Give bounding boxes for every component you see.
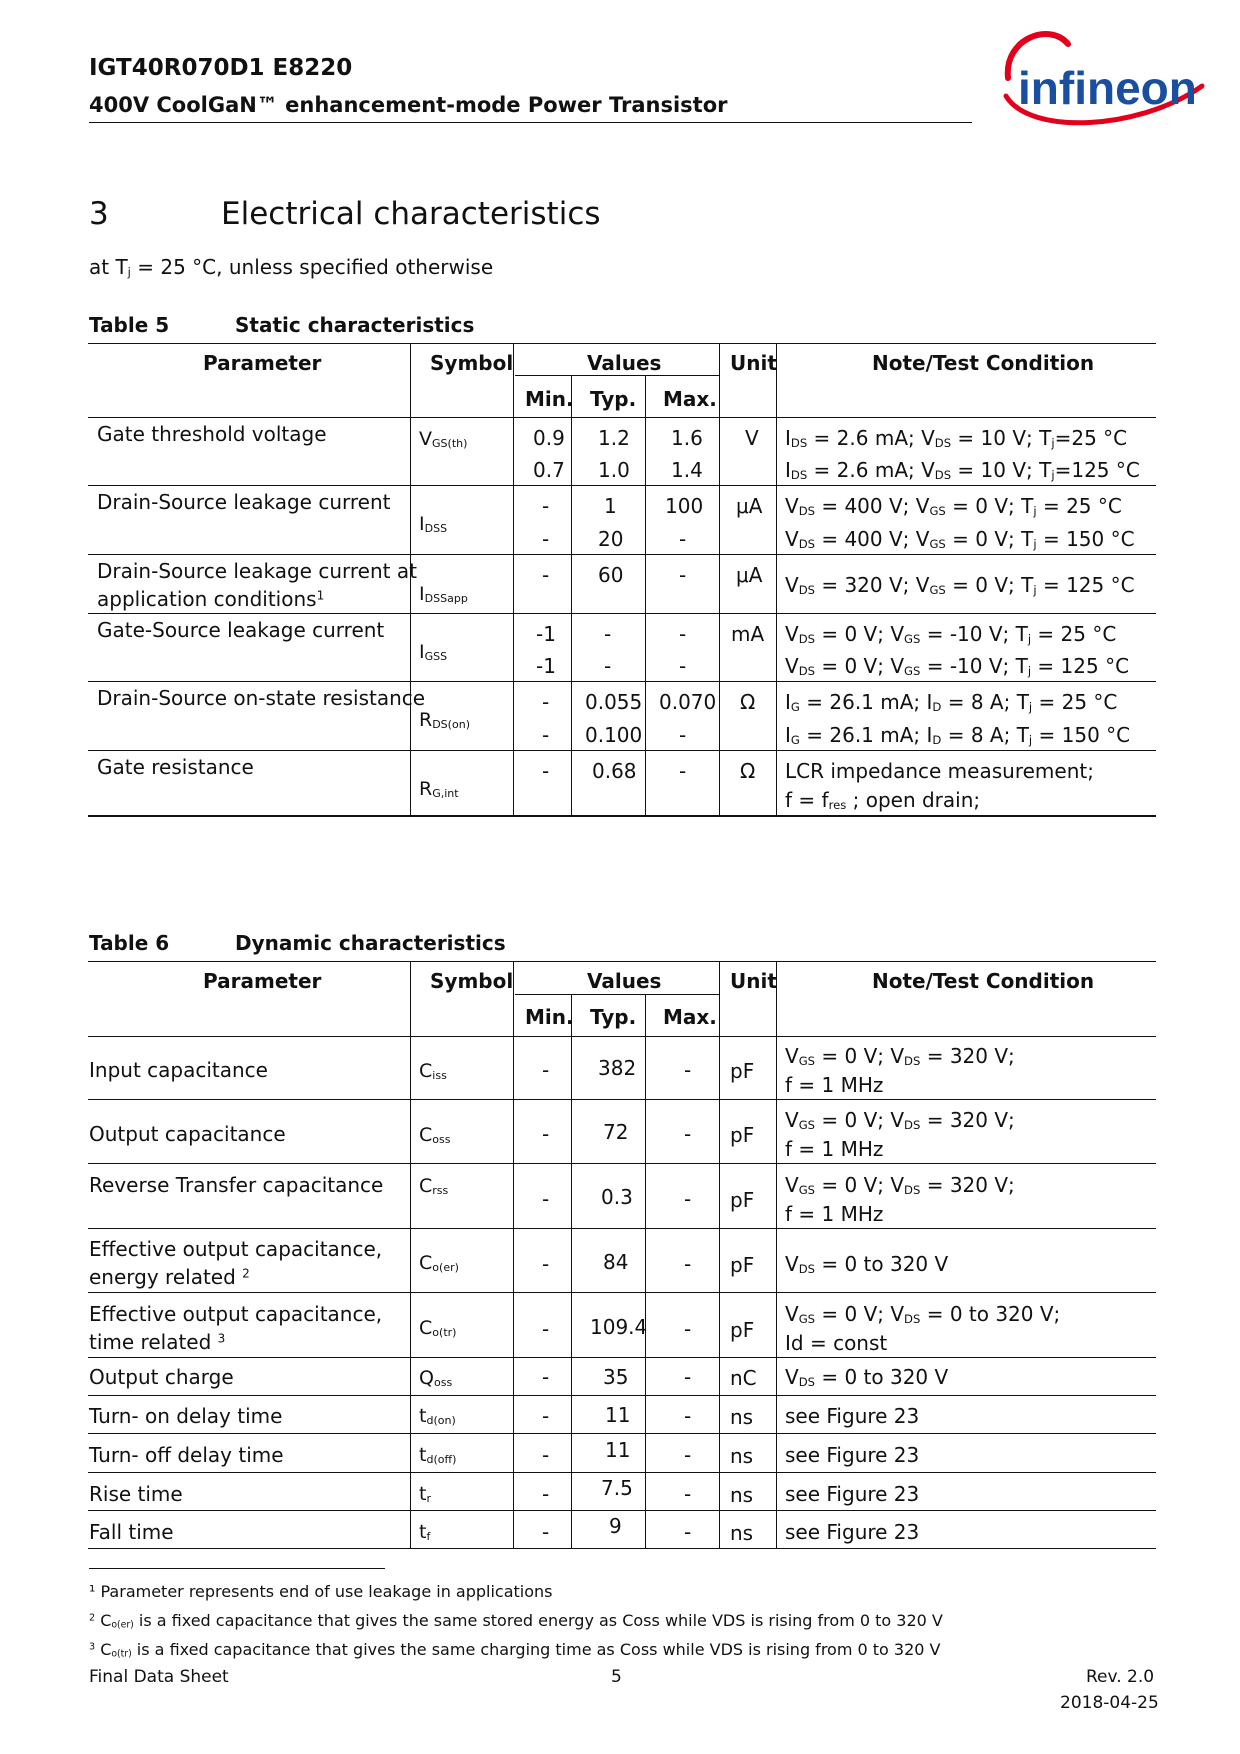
table6-min: - <box>542 1058 550 1082</box>
table5-condition: $I_G = 26.1$ mA; $I_D = 8$ A; $T_j = 25$ °C <box>785 690 1118 715</box>
table5-col-rule <box>719 343 720 816</box>
table6-typ: 109.4 <box>590 1315 648 1339</box>
table6-symbol: $C_{oss}$ <box>419 1124 451 1146</box>
table5-unit: V <box>745 426 759 450</box>
table6-min: - <box>542 1122 550 1146</box>
table6-header-values: Values <box>587 969 662 993</box>
section-number: 3 <box>89 196 109 232</box>
table5-col-rule <box>776 343 777 816</box>
table5-condition: LCR impedance measurement; <box>785 759 1094 783</box>
table6-row-rule <box>88 1228 1156 1229</box>
table6-typ: 11 <box>605 1403 631 1427</box>
table6-col-rule <box>719 961 720 1549</box>
table6-header-typ: Typ. <box>590 1005 637 1029</box>
table5-typ: - <box>604 654 612 678</box>
table6-typ: 7.5 <box>601 1476 633 1500</box>
table6-row-rule <box>88 1163 1156 1164</box>
table6-symbol: $C_{o(tr)}$ <box>419 1317 457 1339</box>
table6-max: - <box>684 1317 692 1341</box>
table6-col-rule <box>645 994 646 1549</box>
table6-typ: 72 <box>603 1120 629 1144</box>
table6-max: - <box>684 1520 692 1544</box>
table5-typ: 1 <box>604 494 617 518</box>
table5-header-max: Max. <box>663 387 717 411</box>
table6-parameter: Output capacitance <box>89 1122 286 1146</box>
table5-header-min: Min. <box>525 387 574 411</box>
table5-parameter: application conditions$^1$ <box>97 587 325 611</box>
table6-row-rule <box>88 1472 1156 1473</box>
table5-symbol: $R_{DS(on)}$ <box>419 709 470 731</box>
table5-min: -1 <box>536 622 556 646</box>
table6-header-rule <box>88 1036 1156 1037</box>
table6-symbol: $C_{rss}$ <box>419 1175 449 1197</box>
table6-condition: $V_{GS} = 0$ V; $V_{DS} = 320$ V; <box>785 1173 1015 1198</box>
table5-typ: 60 <box>598 563 624 587</box>
table6-parameter: Rise time <box>89 1482 183 1506</box>
table5-symbol: $I_{DSS}$ <box>419 513 448 535</box>
table5-label: Table 5 <box>89 313 170 337</box>
table5-min: 0.9 <box>533 426 565 450</box>
table6-unit: ns <box>730 1444 754 1468</box>
table6-col-rule <box>571 994 572 1549</box>
table5-condition: $I_{DS} = 2.6$ mA; $V_{DS} = 10$ V; $T_j=25$ °C <box>785 426 1128 451</box>
table5-header-typ: Typ. <box>590 387 637 411</box>
table6-typ: 35 <box>603 1365 629 1389</box>
table6-row-rule <box>88 1433 1156 1434</box>
table5-max: 0.070 <box>659 690 717 714</box>
table6-typ: 84 <box>603 1250 629 1274</box>
table5-condition: $V_{DS} = 400$ V; $V_{GS} = 0$ V; $T_j = 25$ °C <box>785 494 1122 519</box>
table5-min: -1 <box>536 654 556 678</box>
table6-min: - <box>542 1520 550 1544</box>
table6-parameter: Fall time <box>89 1520 174 1544</box>
table5-min: - <box>542 527 550 551</box>
table6-max: - <box>684 1443 692 1467</box>
table5-unit: μA <box>736 563 763 587</box>
table5-parameter: Gate-Source leakage current <box>97 618 385 642</box>
table6-typ: 11 <box>605 1438 631 1462</box>
table6-condition: $V_{DS} = 0$ to 320 V <box>785 1365 949 1390</box>
table6-symbol: $t_{d(on)}$ <box>419 1405 456 1427</box>
section-intro: at $T_j = 25$ °C, unless specified otherwise <box>89 255 494 280</box>
table6-unit: pF <box>730 1318 755 1342</box>
table6-unit: pF <box>730 1059 755 1083</box>
table5-max: - <box>679 527 687 551</box>
table5-symbol: $I_{DSSapp}$ <box>419 583 468 605</box>
table6-header-parameter: Parameter <box>203 969 322 993</box>
header-rule <box>89 122 972 123</box>
table6-condition: $V_{DS} = 0$ to 320 V <box>785 1252 949 1277</box>
table6-max: - <box>684 1122 692 1146</box>
table5-col-rule <box>513 343 514 816</box>
table6-typ: 382 <box>598 1056 637 1080</box>
footnote-3: $^3$ $C_{o(tr)}$ is a fixed capacitance that gives the same charging time as Coss while VDS is rising from 0 to 320 V <box>89 1640 941 1660</box>
footnote-rule <box>89 1568 385 1569</box>
table6-row-rule <box>88 1099 1156 1100</box>
table5-parameter: Gate threshold voltage <box>97 422 327 446</box>
table6-condition-2: f = 1 MHz <box>785 1202 884 1226</box>
table5-row-rule <box>88 681 1156 682</box>
table6-values-rule <box>515 994 720 995</box>
table5-typ: 0.055 <box>585 690 643 714</box>
table6-unit: pF <box>730 1253 755 1277</box>
table6-symbol: $Q_{oss}$ <box>419 1367 453 1389</box>
table6-parameter: Effective output capacitance, <box>89 1237 383 1261</box>
footer-revision: Rev. 2.0 <box>1086 1667 1155 1687</box>
table5-condition: $V_{DS} = 320$ V; $V_{GS} = 0$ V; $T_j = 125$ °C <box>785 573 1135 598</box>
table5-top-rule <box>88 343 1156 344</box>
table5-max: - <box>679 622 687 646</box>
table5-min: - <box>542 494 550 518</box>
table6-row-rule <box>88 1357 1156 1358</box>
doc-subtitle: 400V CoolGaN™ enhancement-mode Power Transistor <box>89 93 728 117</box>
footer-page-number: 5 <box>611 1667 622 1687</box>
table5-min: - <box>542 723 550 747</box>
doc-id: IGT40R070D1 E8220 <box>89 55 353 81</box>
logo-swoosh-icon <box>990 26 1210 132</box>
table6-label: Table 6 <box>89 931 170 955</box>
table5-header-rule <box>88 417 1156 418</box>
table5-symbol: $V_{GS(th)}$ <box>419 428 468 450</box>
table5-min: - <box>542 563 550 587</box>
table5-bottom-rule <box>88 815 1156 817</box>
table6-condition-2: f = 1 MHz <box>785 1137 884 1161</box>
table6-bottom-rule <box>88 1548 1156 1549</box>
table6-min: - <box>542 1252 550 1276</box>
table5-typ: 20 <box>598 527 624 551</box>
table6-parameter: Reverse Transfer capacitance <box>89 1173 384 1197</box>
table5-row-rule <box>88 554 1156 555</box>
table5-unit: Ω <box>740 690 756 714</box>
table6-row-rule <box>88 1510 1156 1511</box>
table5-min: 0.7 <box>533 458 565 482</box>
table5-unit: mA <box>731 622 765 646</box>
table5-typ: 0.68 <box>592 759 637 783</box>
footer-doc-type: Final Data Sheet <box>89 1667 229 1687</box>
table6-top-rule <box>88 961 1156 962</box>
table6-max: - <box>684 1187 692 1211</box>
table6-condition-2: Id = const <box>785 1331 888 1355</box>
table6-condition: see Figure 23 <box>785 1443 920 1467</box>
table6-parameter: Input capacitance <box>89 1058 268 1082</box>
footnote-2: $^2$ $C_{o(er)}$ is a fixed capacitance that gives the same stored energy as Coss while VDS is rising from 0 to 320 V <box>89 1611 943 1631</box>
table5-condition: $I_G = 26.1$ mA; $I_D = 8$ A; $T_j = 150$ °C <box>785 723 1131 748</box>
table5-header-note: Note/Test Condition <box>872 351 1095 375</box>
table6-min: - <box>542 1482 550 1506</box>
table6-symbol: $t_r$ <box>419 1483 431 1505</box>
table6-col-rule <box>776 961 777 1549</box>
table6-col-rule <box>410 961 411 1549</box>
table5-parameter: Gate resistance <box>97 755 254 779</box>
table6-parameter: energy related $^2$ <box>89 1265 250 1289</box>
logo-text: infineon <box>1018 62 1197 114</box>
table6-condition-2: f = 1 MHz <box>785 1073 884 1097</box>
table6-header-note: Note/Test Condition <box>872 969 1095 993</box>
table5-condition: $f = f_{res}$ ; open drain; <box>785 788 981 813</box>
table5-unit: Ω <box>740 759 756 783</box>
table5-max: 1.6 <box>671 426 703 450</box>
table6-parameter: Effective output capacitance, <box>89 1302 383 1326</box>
table6-parameter: time related $^3$ <box>89 1330 226 1354</box>
table5-symbol: $R_{G,int}$ <box>419 778 459 800</box>
table5-condition: $V_{DS} = 400$ V; $V_{GS} = 0$ V; $T_j = 150$ °C <box>785 527 1135 552</box>
table6-parameter: Turn- off delay time <box>89 1443 284 1467</box>
table6-unit: nC <box>730 1366 757 1390</box>
table6-header-symbol: Symbol <box>430 969 514 993</box>
table6-title: Dynamic characteristics <box>235 931 506 955</box>
table5-typ: 1.2 <box>598 426 630 450</box>
table6-min: - <box>542 1365 550 1389</box>
table6-header-min: Min. <box>525 1005 574 1029</box>
table6-header-max: Max. <box>663 1005 717 1029</box>
section-title: Electrical characteristics <box>221 196 601 232</box>
table6-condition: $V_{GS} = 0$ V; $V_{DS} = 320$ V; <box>785 1108 1015 1133</box>
table6-condition: see Figure 23 <box>785 1404 920 1428</box>
table6-min: - <box>542 1443 550 1467</box>
table5-values-rule <box>515 375 720 376</box>
table6-unit: ns <box>730 1521 754 1545</box>
table6-unit: pF <box>730 1123 755 1147</box>
table5-condition: $V_{DS} = 0$ V; $V_{GS} = -10$ V; $T_j = 25$ °C <box>785 622 1117 647</box>
table5-title: Static characteristics <box>235 313 475 337</box>
table6-max: - <box>684 1058 692 1082</box>
table5-condition: $I_{DS} = 2.6$ mA; $V_{DS} = 10$ V; $T_j=125$ °C <box>785 458 1140 483</box>
table6-row-rule <box>88 1395 1156 1396</box>
table5-header-parameter: Parameter <box>203 351 322 375</box>
table6-condition: $V_{GS} = 0$ V; $V_{DS} = 0$ to 320 V; <box>785 1302 1061 1327</box>
table5-header-symbol: Symbol <box>430 351 514 375</box>
table5-parameter: Drain-Source leakage current at <box>97 559 417 583</box>
table5-typ: 1.0 <box>598 458 630 482</box>
table5-max: - <box>679 563 687 587</box>
table6-symbol: $C_{o(er)}$ <box>419 1252 459 1274</box>
table5-unit: μA <box>736 494 763 518</box>
table5-max: - <box>679 654 687 678</box>
table6-parameter: Output charge <box>89 1365 234 1389</box>
table5-typ: - <box>604 622 612 646</box>
table5-row-rule <box>88 750 1156 751</box>
table6-symbol: $t_{d(off)}$ <box>419 1444 457 1466</box>
table5-max: - <box>679 759 687 783</box>
table6-condition: see Figure 23 <box>785 1520 920 1544</box>
table6-min: - <box>542 1187 550 1211</box>
table6-max: - <box>684 1365 692 1389</box>
table6-col-rule <box>513 961 514 1549</box>
table5-col-rule <box>571 375 572 816</box>
table6-unit: ns <box>730 1405 754 1429</box>
table5-min: - <box>542 690 550 714</box>
table6-min: - <box>542 1317 550 1341</box>
table6-max: - <box>684 1482 692 1506</box>
footnote-1: ¹ Parameter represents end of use leakage in applications <box>89 1582 553 1601</box>
table6-row-rule <box>88 1292 1156 1293</box>
table6-symbol: $C_{iss}$ <box>419 1060 447 1082</box>
table5-min: - <box>542 759 550 783</box>
table5-header-unit: Unit <box>730 351 777 375</box>
table6-condition: see Figure 23 <box>785 1482 920 1506</box>
table6-max: - <box>684 1252 692 1276</box>
table5-typ: 0.100 <box>585 723 643 747</box>
table6-typ: 0.3 <box>601 1185 633 1209</box>
table5-parameter: Drain-Source on-state resistance <box>97 686 426 710</box>
table6-header-unit: Unit <box>730 969 777 993</box>
table5-symbol: $I_{GSS}$ <box>419 641 448 663</box>
table6-max: - <box>684 1404 692 1428</box>
table5-condition: $V_{DS} = 0$ V; $V_{GS} = -10$ V; $T_j = 125$ °C <box>785 654 1130 679</box>
table5-max: 100 <box>665 494 704 518</box>
table6-unit: pF <box>730 1188 755 1212</box>
table5-header-values: Values <box>587 351 662 375</box>
table6-condition: $V_{GS} = 0$ V; $V_{DS} = 320$ V; <box>785 1044 1015 1069</box>
table6-unit: ns <box>730 1483 754 1507</box>
table5-row-rule <box>88 485 1156 486</box>
table6-typ: 9 <box>609 1514 622 1538</box>
table6-symbol: $t_f$ <box>419 1521 431 1543</box>
table5-max: 1.4 <box>671 458 703 482</box>
table6-min: - <box>542 1404 550 1428</box>
table5-col-rule <box>645 375 646 816</box>
table6-parameter: Turn- on delay time <box>89 1404 283 1428</box>
footer-date: 2018-04-25 <box>1060 1693 1159 1713</box>
brand-logo <box>990 26 1210 132</box>
table5-parameter: Drain-Source leakage current <box>97 490 391 514</box>
table5-max: - <box>679 723 687 747</box>
table5-row-rule <box>88 613 1156 614</box>
